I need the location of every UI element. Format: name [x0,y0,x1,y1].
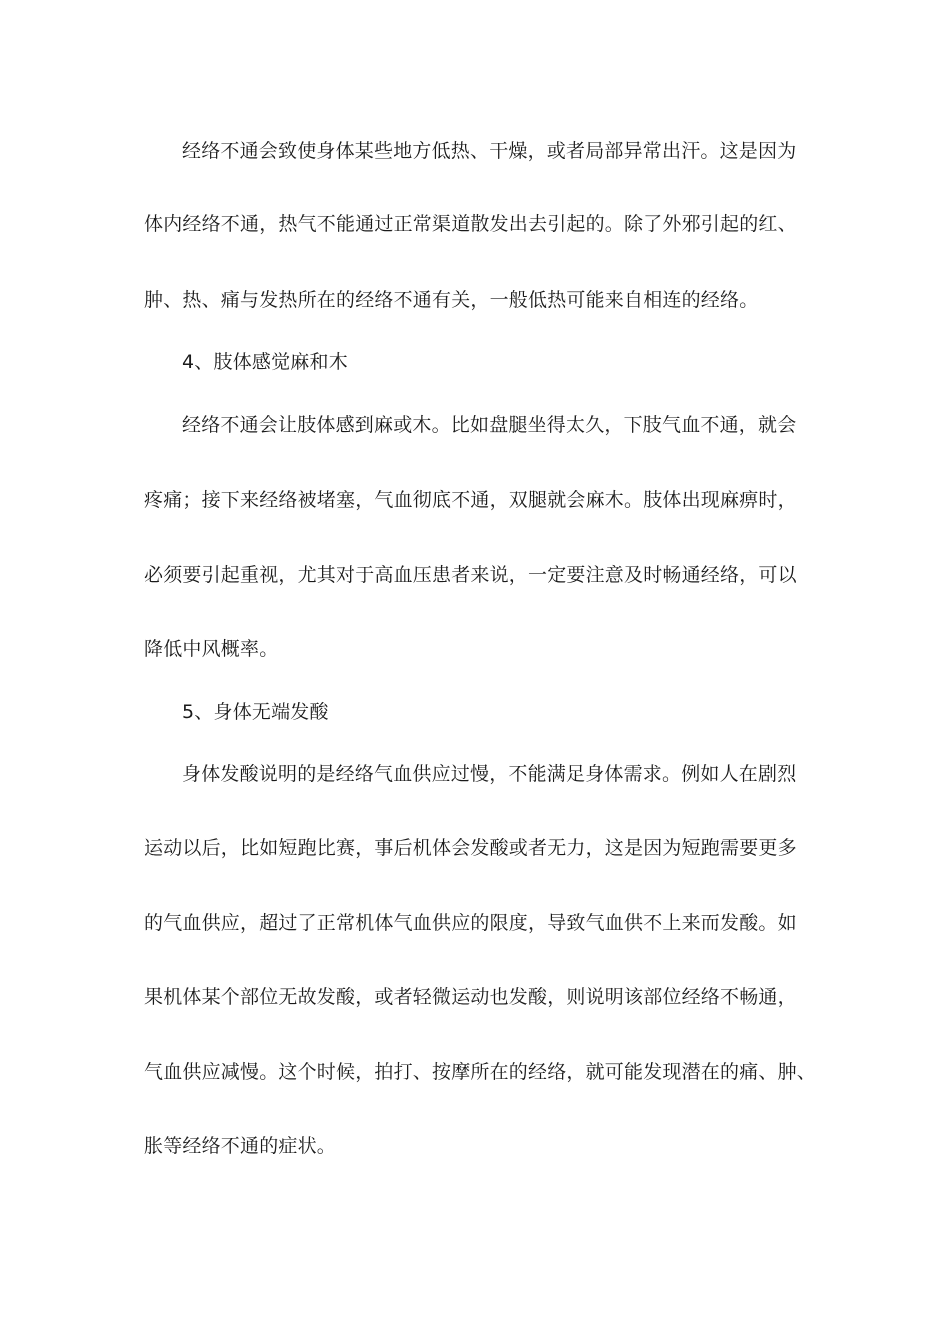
paragraph-line: 体内经络不通，热气不能通过正常渠道散发出去引起的。除了外邪引起的红、 [144,213,797,235]
paragraph-line: 经络不通会致使身体某些地方低热、干燥，或者局部异常出汗。这是因为 [182,140,797,162]
paragraph-line: 经络不通会让肢体感到麻或木。比如盘腿坐得太久，下肢气血不通，就会 [182,414,797,436]
paragraph-line: 疼痛；接下来经络被堵塞，气血彻底不通，双腿就会麻木。肢体出现麻痹时， [144,489,797,511]
paragraph-line: 果机体某个部位无故发酸，或者轻微运动也发酸，则说明该部位经络不畅通， [144,986,797,1008]
section-heading: 4、肢体感觉麻和木 [182,351,348,373]
paragraph-line: 身体发酸说明的是经络气血供应过慢，不能满足身体需求。例如人在剧烈 [182,763,797,785]
paragraph-line: 气血供应减慢。这个时候，拍打、按摩所在的经络，就可能发现潜在的痛、肿、 [144,1061,817,1083]
paragraph-line: 降低中风概率。 [144,638,279,660]
paragraph-line: 胀等经络不通的症状。 [144,1135,337,1157]
paragraph-line: 必须要引起重视，尤其对于高血压患者来说，一定要注意及时畅通经络，可以 [144,564,797,586]
section-heading: 5、身体无端发酸 [182,701,329,723]
paragraph-line: 的气血供应，超过了正常机体气血供应的限度，导致气血供不上来而发酸。如 [144,912,797,934]
paragraph-line: 肿、热、痛与发热所在的经络不通有关，一般低热可能来自相连的经络。 [144,289,759,311]
paragraph-line: 运动以后，比如短跑比赛，事后机体会发酸或者无力，这是因为短跑需要更多 [144,837,797,859]
